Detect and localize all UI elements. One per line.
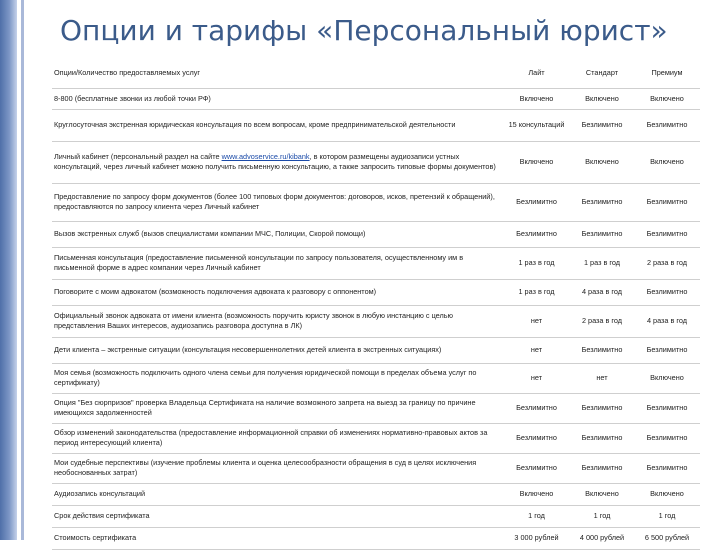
lite-cell: нет — [503, 337, 570, 363]
table-row — [52, 109, 700, 141]
standard-cell: 4 раза в год — [570, 279, 634, 305]
table-row — [52, 221, 700, 247]
lite-cell: 1 раз в год — [503, 279, 570, 305]
tariffs-table — [52, 58, 700, 550]
option-cell: Опция "Без сюрпризов" проверка Владельца Сертификата на наличие возможного запрета на выезд за границу по причине имеющихся задолженностей — [52, 393, 503, 423]
premium-cell: Безлимитно — [634, 109, 700, 141]
table-row — [52, 527, 700, 549]
lite-cell: Безлимитно — [503, 393, 570, 423]
accent-line — [21, 0, 24, 540]
premium-cell: Включено — [634, 363, 700, 393]
premium-cell: Включено — [634, 88, 700, 109]
table-row — [52, 141, 700, 183]
lite-cell: Включено — [503, 483, 570, 505]
table-row — [52, 337, 700, 363]
table-row — [52, 305, 700, 337]
table-row — [52, 183, 700, 221]
table-row — [52, 88, 700, 109]
standard-cell: 2 раза в год — [570, 305, 634, 337]
lite-cell: Включено — [503, 141, 570, 183]
standard-cell: Включено — [570, 88, 634, 109]
standard-cell: Включено — [570, 141, 634, 183]
lite-cell: Включено — [503, 88, 570, 109]
option-cell: Круглосуточная экстренная юридическая консультация по всем вопросам, кроме предпринимательской деятельности — [52, 109, 503, 141]
option-cell: Письменная консультация (предоставление письменной консультации по запросу пользователя, осуществленному им в письменной форме в адрес компании через Личный кабинет — [52, 247, 503, 279]
option-cell: Аудиозапись консультаций — [52, 483, 503, 505]
header-lite: Лайт — [503, 58, 570, 88]
standard-cell: 1 раз в год — [570, 247, 634, 279]
table-row — [52, 363, 700, 393]
option-cell: Обзор изменений законодательства (предоставление информационной справки об изменениях нормативно-правовых актов за период интересующий клиента) — [52, 423, 503, 453]
premium-cell: Безлимитно — [634, 393, 700, 423]
page-title: Опции и тарифы «Персональный юрист» — [60, 14, 668, 47]
lite-cell: Безлимитно — [503, 423, 570, 453]
header-option: Опции/Количество предоставляемых услуг — [52, 58, 503, 88]
premium-cell: 1 год — [634, 505, 700, 527]
premium-cell: 6 500 рублей — [634, 527, 700, 549]
standard-cell: Безлимитно — [570, 221, 634, 247]
standard-cell: Безлимитно — [570, 337, 634, 363]
lite-cell: Безлимитно — [503, 453, 570, 483]
accent-bar — [0, 0, 17, 540]
option-cell: Вызов экстренных служб (вызов специалистами компании МЧС, Полиции, Скорой помощи) — [52, 221, 503, 247]
premium-cell: Безлимитно — [634, 221, 700, 247]
standard-cell: Безлимитно — [570, 453, 634, 483]
standard-cell: Безлимитно — [570, 393, 634, 423]
personal-cabinet-link[interactable]: www.advoservice.ru/kibank — [221, 152, 310, 161]
premium-cell: Включено — [634, 483, 700, 505]
option-cell: Стоимость сертификата — [52, 527, 503, 549]
standard-cell: Включено — [570, 483, 634, 505]
option-cell: Дети клиента – экстренные ситуации (консультация несовершеннолетних детей клиента в экстренных ситуациях) — [52, 337, 503, 363]
premium-cell: Безлимитно — [634, 183, 700, 221]
option-text: , в котором размещены аудиозаписи устных консультаций, через личный кабинет можно получить письменную консультацию, а также запросить типовые формы документов) — [54, 152, 496, 171]
standard-cell: нет — [570, 363, 634, 393]
option-cell: 8-800 (бесплатные звонки из любой точки РФ) — [52, 88, 503, 109]
table-row — [52, 279, 700, 305]
option-cell: Срок действия сертификата — [52, 505, 503, 527]
premium-cell: 2 раза в год — [634, 247, 700, 279]
lite-cell: нет — [503, 305, 570, 337]
option-cell: Мои судебные перспективы (изучение проблемы клиента и оценка целесообразности обращения в суд в целях исключения необоснованных затрат) — [52, 453, 503, 483]
lite-cell: нет — [503, 363, 570, 393]
table-row — [52, 247, 700, 279]
lite-cell: 3 000 рублей — [503, 527, 570, 549]
lite-cell: 1 год — [503, 505, 570, 527]
standard-cell: Безлимитно — [570, 183, 634, 221]
standard-cell: Безлимитно — [570, 109, 634, 141]
premium-cell: Безлимитно — [634, 279, 700, 305]
option-cell: Моя семья (возможность подключить одного члена семьи для получения юридической помощи в пределах объема услуг по сертификату) — [52, 363, 503, 393]
option-cell — [52, 141, 503, 183]
table-row — [52, 505, 700, 527]
standard-cell: 4 000 рублей — [570, 527, 634, 549]
lite-cell: Безлимитно — [503, 221, 570, 247]
header-standard: Стандарт — [570, 58, 634, 88]
option-cell: Официальный звонок адвоката от имени клиента (возможность поручить юристу звонок в любую инстанцию с целью представления Ваших интересов, аудиозапись разговора доступна в ЛК) — [52, 305, 503, 337]
lite-cell: 15 консультаций — [503, 109, 570, 141]
premium-cell: Безлимитно — [634, 423, 700, 453]
table-row — [52, 453, 700, 483]
premium-cell: 4 раза в год — [634, 305, 700, 337]
option-text: Личный кабинет (персональный раздел на сайте — [54, 152, 222, 161]
option-cell: Предоставление по запросу форм документов (более 100 типовых форм документов: договоров, исков, претензий к обращений), предоставляются по запросу клиента через Личный кабинет — [52, 183, 503, 221]
lite-cell: Безлимитно — [503, 183, 570, 221]
premium-cell: Безлимитно — [634, 337, 700, 363]
lite-cell: 1 раз в год — [503, 247, 570, 279]
standard-cell: Безлимитно — [570, 423, 634, 453]
table-row — [52, 393, 700, 423]
table-row — [52, 423, 700, 453]
premium-cell: Включено — [634, 141, 700, 183]
table-header-row — [52, 58, 700, 88]
option-cell: Поговорите с моим адвокатом (возможность подключения адвоката к разговору с оппонентом) — [52, 279, 503, 305]
table-row — [52, 483, 700, 505]
header-premium: Премиум — [634, 58, 700, 88]
premium-cell: Безлимитно — [634, 453, 700, 483]
standard-cell: 1 год — [570, 505, 634, 527]
